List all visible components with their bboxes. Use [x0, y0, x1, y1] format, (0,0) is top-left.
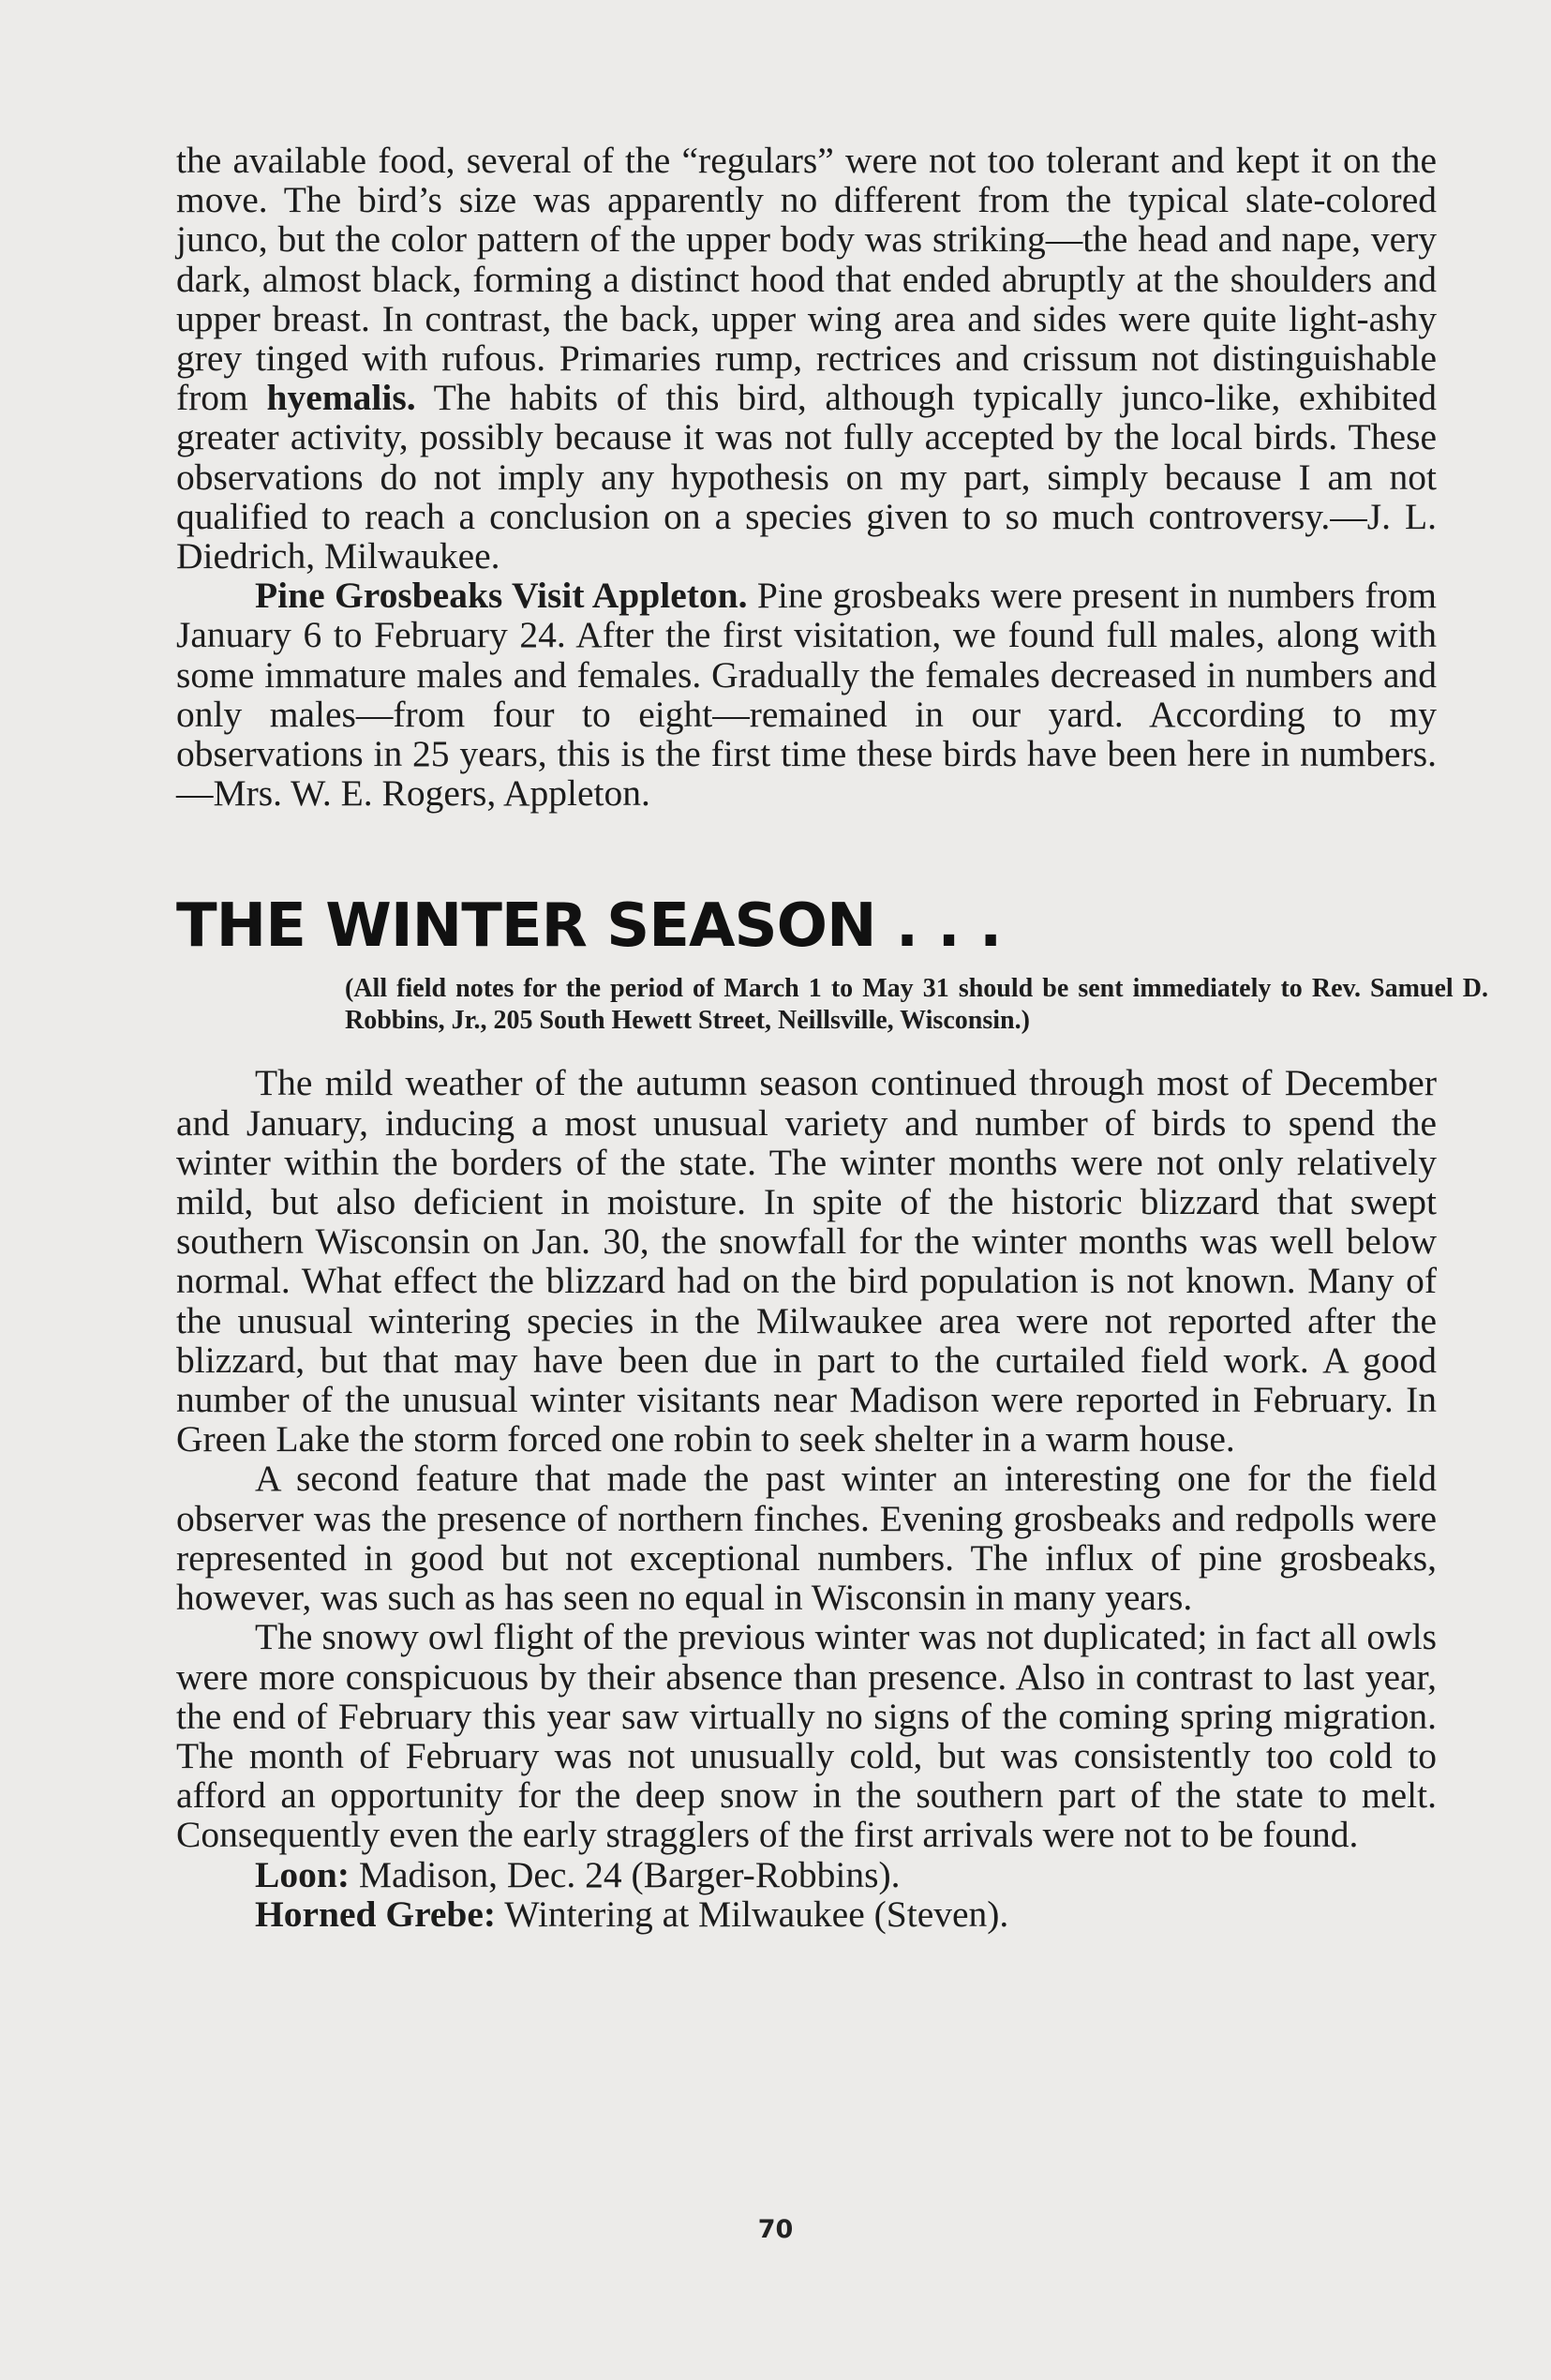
grosbeaks-paragraph: [176, 576, 1437, 813]
grosbeaks-text: Pine grosbeaks were present in numbers from January 6 to February 24. After the first visitation, we found full males, along with some immature males and females. Gradually the females decreased in numbers and only males—from four to eight—remained in our yard. According to my observations in 25 years, this is the first time these birds have been here in numbers.—Mrs. W. E. Rogers, Appleton.: [176, 575, 1437, 815]
junco-paragraph: [176, 141, 1437, 576]
hyemalis-term: hyemalis.: [266, 377, 416, 419]
page-number: 70: [757, 2215, 794, 2244]
junco-text-continued: The habits of this bird, although typically junco-like, exhibited greater activity, possibly because it was not fully accepted by the local birds. These observations do not imply any hypothesis on my part, simply because I am not qualified to reach a conclusion on a species given to so much controversy.—J. L. Diedrich, Milwaukee.: [176, 377, 1437, 577]
grosbeaks-title: Pine Grosbeaks Visit Appleton.: [255, 575, 748, 617]
section-heading: THE WINTER SEASON . . .: [176, 891, 1002, 962]
species-record: Madison, Dec. 24 (Barger-Robbins).: [349, 1853, 901, 1895]
body-paragraph: The snowy owl flight of the previous winter was not duplicated; in fact all owls were more conspicuous by their absence than presence. Also in contrast to last year, the end of February this year saw virtually no signs of the coming spring migration. The month of February was not unusually cold, but was consistently too cold to afford an opportunity for the deep snow in the southern part of the state to melt. Consequently even the early stragglers of the first arrivals were not to be found.: [176, 1616, 1437, 1856]
page-body: [176, 140, 1488, 1935]
species-entry: [176, 1855, 1437, 1894]
species-name: Loon:: [255, 1853, 350, 1895]
species-name: Horned Grebe:: [255, 1893, 497, 1935]
body-paragraph: The mild weather of the autumn season continued through most of December and January, inducing a most unusual variety and number of birds to spend the winter within the borders of the state. The winter months were not only relatively mild, but also deficient in moisture. In spite of the historic blizzard that swept southern Wisconsin on Jan. 30, the snowfall for the winter months was well below normal. What effect the blizzard had on the bird population is not known. Many of the unusual wintering species in the Milwaukee area were not reported after the blizzard, but that may have been due in part to the curtailed field work. A good number of the unusual winter visitants near Madison were reported in February. In Green Lake the storm forced one robin to seek shelter in a warm house.: [176, 1062, 1437, 1460]
winter-season-report: [176, 1063, 1437, 1933]
species-record: Wintering at Milwaukee (Steven).: [496, 1893, 1009, 1935]
body-paragraph: A second feature that made the past winter an interesting one for the field observer was the presence of northern finches. Evening grosbeaks and redpolls were represented in good but not exceptional numbers. The influx of pine grosbeaks, however, was such as has seen no equal in Wisconsin in many years.: [176, 1458, 1437, 1619]
species-entry: [176, 1894, 1437, 1934]
field-notes-instruction: (All field notes for the period of March 1 to May 31 should be sent immediately to Rev. Samuel D. Robbins, Jr., 205 South Hewett Street, Neillsville, Wisconsin.): [345, 974, 1488, 1036]
junco-text: the available food, several of the “regulars” were not too tolerant and kept it on the move. The bird’s size was apparently no different from the typical slate-colored junco, but the color pattern of the upper body was striking—the head and nape, very dark, almost black, forming a distinct hood that ended abruptly at the shoulders and upper breast. In contrast, the back, upper wing area and sides were quite light-ashy grey tinged with rufous. Primaries rump, rectrices and crissum not distinguishable from: [176, 140, 1437, 419]
